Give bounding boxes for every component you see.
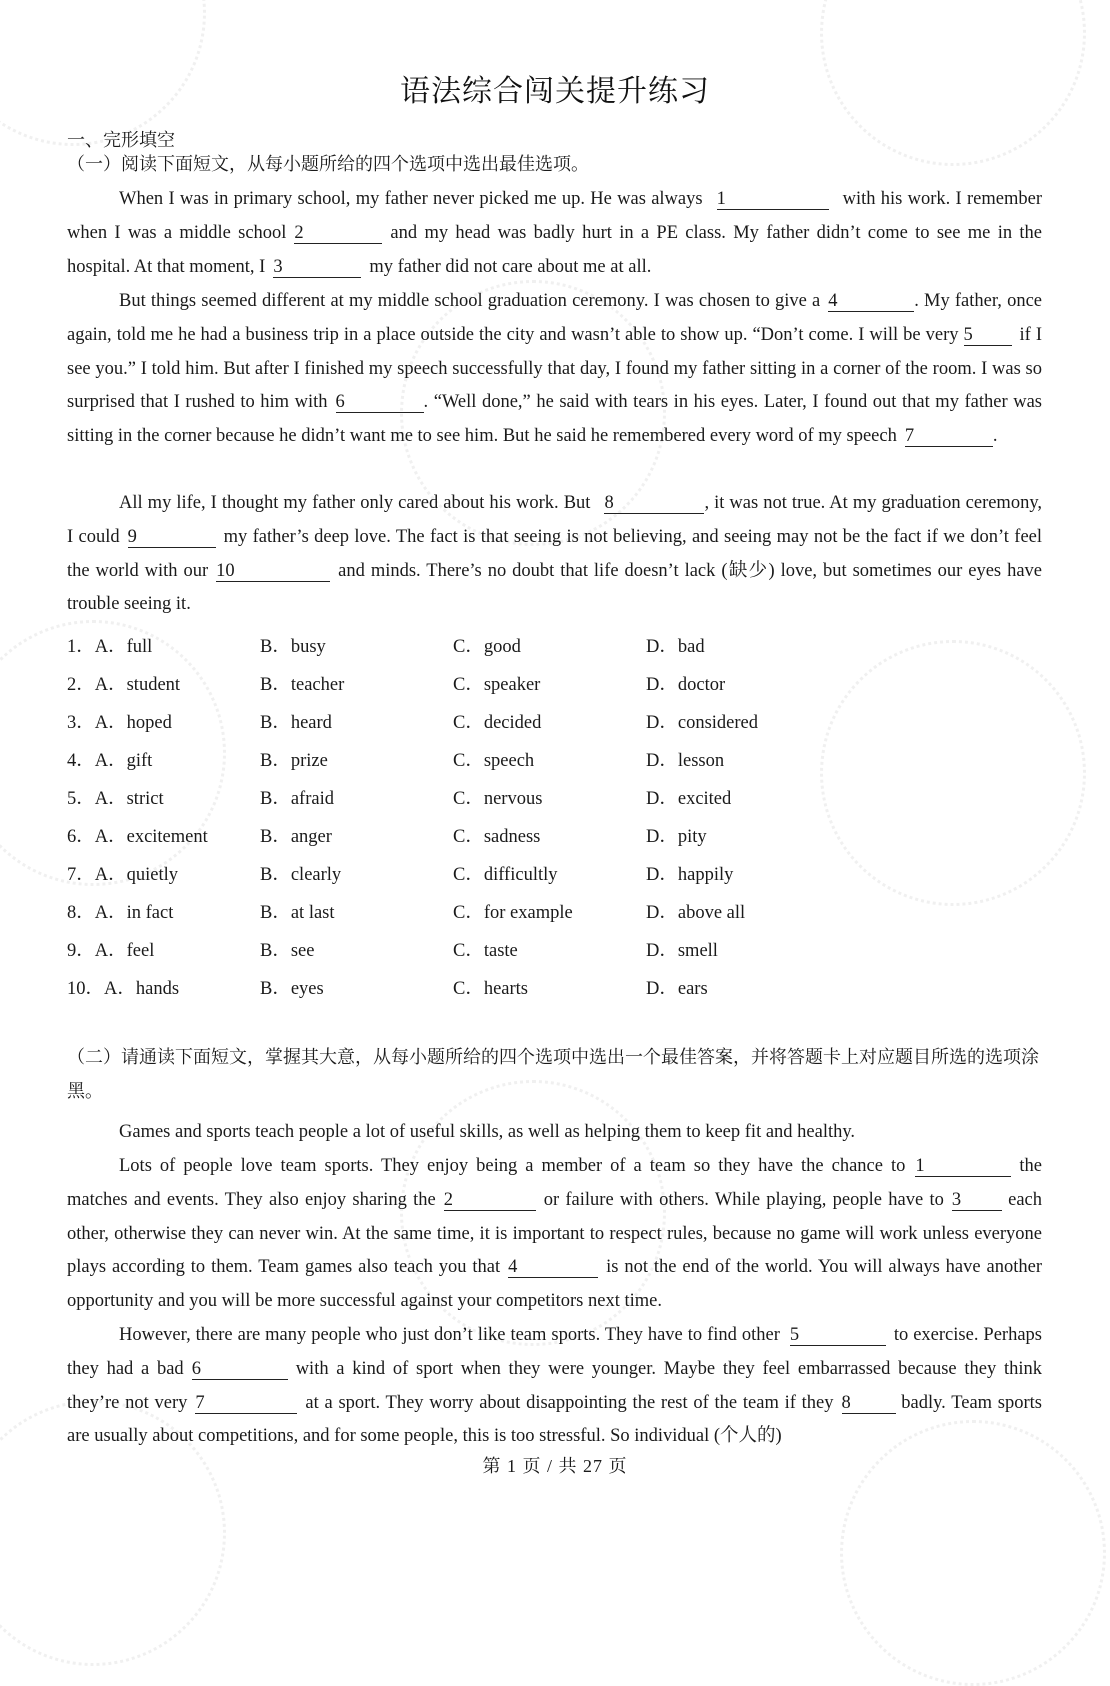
option-c[interactable]: C．for example — [453, 903, 573, 923]
option-d[interactable]: D．above all — [646, 903, 746, 923]
option-a[interactable]: 10．A．hands — [67, 979, 180, 999]
option-c[interactable]: C．difficultly — [453, 865, 558, 885]
p2-blank-7: 7 — [195, 1393, 297, 1414]
option-d[interactable]: D．considered — [646, 713, 758, 733]
option-b[interactable]: B．at last — [260, 903, 335, 923]
option-a[interactable]: 9．A．feel — [67, 941, 155, 961]
option-c[interactable]: C．speaker — [453, 675, 541, 695]
part1-instruction: （一）阅读下面短文，从每小题所给的四个选项中选出最佳选项。 — [67, 154, 589, 174]
watermark-stamp — [820, 640, 1086, 906]
option-c[interactable]: C．decided — [453, 713, 542, 733]
option-c[interactable]: C．hearts — [453, 979, 529, 999]
option-c[interactable]: C．good — [453, 637, 521, 657]
option-a[interactable]: 4．A．gift — [67, 751, 153, 771]
passage1-paragraph2: But things seemed different at my middle school graduation ceremony. I was chosen to give a 4 . My father, once again, told me he had a business trip in a place outside the city and wasn’t able to show up. “Don’t come. I will be very 5 if I see you.” I told him. But after I finished my speech successfully that day, I found my father sitting in a corner of the room. I was so surprised that I rushed to him with 6 . “Well done,” he said with tears in his eyes. Later, I found out that my father was sitting in the corner because he didn’t want me to see him. But he said he remembered every word of my speech 7 . — [67, 291, 1042, 447]
option-b[interactable]: B．anger — [260, 827, 332, 847]
option-d[interactable]: D．ears — [646, 979, 708, 999]
option-d[interactable]: D．happily — [646, 865, 734, 885]
p2-blank-1: 1 — [915, 1156, 1011, 1177]
blank-6: 6 — [336, 392, 424, 413]
option-a[interactable]: 2．A．student — [67, 675, 181, 695]
option-a[interactable]: 7．A．quietly — [67, 865, 178, 885]
blank-4: 4 — [828, 291, 914, 312]
option-a[interactable]: 3．A．hoped — [67, 713, 172, 733]
option-b[interactable]: B．heard — [260, 713, 332, 733]
option-d[interactable]: D．doctor — [646, 675, 726, 695]
p2-blank-8: 8 — [842, 1393, 896, 1414]
blank-9: 9 — [128, 527, 216, 548]
passage1-paragraph1: When I was in primary school, my father never picked me up. He was always 1 with his work. I remember when I was a middle school 2 and my head was badly hurt in a PE class. My father didn’t come to see me in the hospital. At that moment, I 3 my father did not care about me at all. — [67, 189, 1042, 277]
part2-instruction: （二）请通读下面短文，掌握其大意，从每小题所给的四个选项中选出一个最佳答案，并将答题卡上对应题目所选的选项涂黑。 — [67, 1047, 1039, 1101]
option-b[interactable]: B．eyes — [260, 979, 324, 999]
option-d[interactable]: D．lesson — [646, 751, 725, 771]
option-b[interactable]: B．teacher — [260, 675, 345, 695]
p2-blank-2: 2 — [444, 1190, 536, 1211]
passage2-paragraph2: Lots of people love team sports. They enjoy being a member of a team so they have the chance to 1 the matches and events. They also enjoy sharing the 2 or failure with others. While playing, people have to 3 each other, otherwise they can never win. At the same time, it is important to respect rules, because no game will work unless everyone plays according to them. Team games also teach you that 4 is not the end of the world. You will always have another opportunity and you will be more successful against your competitors next time. — [67, 1156, 1042, 1312]
option-a[interactable]: 6．A．excitement — [67, 827, 208, 847]
option-d[interactable]: D．bad — [646, 637, 705, 657]
blank-5: 5 — [964, 325, 1012, 346]
passage2-paragraph3: However, there are many people who just don’t like team sports. They have to find other 5 to exercise. Perhaps they had a bad 6 with a kind of sport when they were younger. Maybe they feel embarrassed because they think they’re not very 7 at a sport. They worry about disappointing the rest of the team if they 8 badly. Team sports are usually about competitions, and for some people, this is too stressful. So individual (个人的) — [67, 1325, 1043, 1447]
page-number-footer: 第 1 页 / 共 27 页 — [482, 1456, 628, 1476]
option-d[interactable]: D．smell — [646, 941, 718, 961]
option-b[interactable]: B．afraid — [260, 789, 334, 809]
passage1-paragraph3: All my life, I thought my father only cared about his work. But 8 , it was not true. At my graduation ceremony, I could 9 my father’s deep love. The fact is that seeing is not believing, and seeing may not be the fact if we don’t feel the world with our 10 and minds. There’s no doubt that life doesn’t lack (缺少) love, but sometimes our eyes have trouble seeing it. — [67, 493, 1043, 615]
blank-10: 10 — [216, 561, 330, 582]
option-b[interactable]: B．see — [260, 941, 315, 961]
section-heading-cloze: 一、完形填空 — [67, 130, 175, 150]
option-c[interactable]: C．taste — [453, 941, 518, 961]
document-title: 语法综合闯关提升练习 — [400, 75, 710, 108]
blank-1: 1 — [717, 189, 829, 210]
option-d[interactable]: D．excited — [646, 789, 732, 809]
option-b[interactable]: B．busy — [260, 637, 326, 657]
passage2-paragraph1: Games and sports teach people a lot of useful skills, as well as helping them to keep fit and healthy. — [119, 1122, 856, 1142]
option-c[interactable]: C．sadness — [453, 827, 541, 847]
option-d[interactable]: D．pity — [646, 827, 707, 847]
option-c[interactable]: C．speech — [453, 751, 535, 771]
blank-2: 2 — [294, 223, 382, 244]
option-c[interactable]: C．nervous — [453, 789, 543, 809]
option-a[interactable]: 5．A．strict — [67, 789, 164, 809]
p2-blank-3: 3 — [952, 1190, 1002, 1211]
p2-blank-5: 5 — [790, 1325, 886, 1346]
p2-blank-4: 4 — [508, 1257, 598, 1278]
option-b[interactable]: B．prize — [260, 751, 328, 771]
option-b[interactable]: B．clearly — [260, 865, 342, 885]
option-a[interactable]: 1．A．full — [67, 637, 153, 657]
option-a[interactable]: 8．A．in fact — [67, 903, 174, 923]
blank-7: 7 — [905, 426, 993, 447]
blank-8: 8 — [604, 493, 704, 514]
p2-blank-6: 6 — [192, 1359, 288, 1380]
blank-3: 3 — [273, 257, 361, 278]
